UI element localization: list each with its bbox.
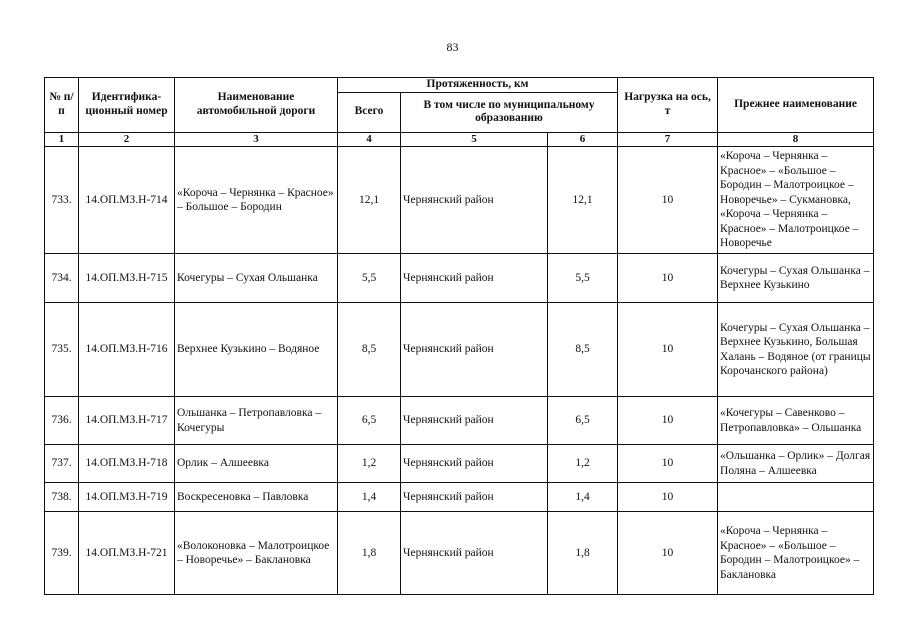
header-name: Наименование автомобильной дороги bbox=[175, 78, 338, 133]
road-id: 14.ОП.МЗ.Н-716 bbox=[79, 303, 175, 397]
row-num: 739. bbox=[45, 512, 79, 595]
column-number: 7 bbox=[618, 132, 718, 147]
row-num: 738. bbox=[45, 483, 79, 512]
column-number: 1 bbox=[45, 132, 79, 147]
table-row bbox=[45, 303, 874, 397]
axle-load: 10 bbox=[618, 512, 718, 595]
district-length: 12,1 bbox=[548, 147, 618, 254]
row-num: 735. bbox=[45, 303, 79, 397]
former-name: «Кочегуры – Савенково – Петропавловка» – Ольшанка bbox=[718, 397, 874, 445]
column-number: 4 bbox=[338, 132, 401, 147]
column-number: 5 bbox=[401, 132, 548, 147]
total-length: 1,4 bbox=[338, 483, 401, 512]
former-name: «Короча – Чернянка – Красное» – «Большое – Бородин – Малотроицкое – Новоречье» – Сукмановка, «Короча – Чернянка – Красное» – Малотроицкое – Новоречье bbox=[718, 147, 874, 254]
road-id: 14.ОП.МЗ.Н-718 bbox=[79, 445, 175, 483]
road-name: «Короча – Чернянка – Красное» – Большое – Бородин bbox=[175, 147, 338, 254]
column-number: 6 bbox=[548, 132, 618, 147]
road-id: 14.ОП.МЗ.Н-717 bbox=[79, 397, 175, 445]
axle-load: 10 bbox=[618, 254, 718, 303]
table-row bbox=[45, 512, 874, 595]
district: Чернянский район bbox=[401, 397, 548, 445]
column-number: 3 bbox=[175, 132, 338, 147]
header-incl: В том числе по муниципальному образованию bbox=[401, 92, 618, 132]
road-name: Верхнее Кузькино – Водяное bbox=[175, 303, 338, 397]
roads-table bbox=[44, 77, 874, 595]
axle-load: 10 bbox=[618, 397, 718, 445]
page-number: 83 bbox=[446, 40, 459, 54]
former-name bbox=[718, 483, 874, 512]
header-length: Протяженность, км bbox=[338, 78, 618, 93]
table-row bbox=[45, 254, 874, 303]
row-num: 736. bbox=[45, 397, 79, 445]
axle-load: 10 bbox=[618, 147, 718, 254]
district-length: 6,5 bbox=[548, 397, 618, 445]
column-numbers-row bbox=[45, 132, 874, 147]
table-row bbox=[45, 397, 874, 445]
axle-load: 10 bbox=[618, 445, 718, 483]
road-id: 14.ОП.МЗ.Н-714 bbox=[79, 147, 175, 254]
axle-load: 10 bbox=[618, 303, 718, 397]
row-num: 733. bbox=[45, 147, 79, 254]
row-num: 734. bbox=[45, 254, 79, 303]
table-row bbox=[45, 483, 874, 512]
district-length: 1,8 bbox=[548, 512, 618, 595]
district-length: 5,5 bbox=[548, 254, 618, 303]
road-name: Воскресеновка – Павловка bbox=[175, 483, 338, 512]
district-length: 1,4 bbox=[548, 483, 618, 512]
road-name: Ольшанка – Петропавловка – Кочегуры bbox=[175, 397, 338, 445]
district: Чернянский район bbox=[401, 254, 548, 303]
total-length: 5,5 bbox=[338, 254, 401, 303]
total-length: 1,2 bbox=[338, 445, 401, 483]
road-name: Кочегуры – Сухая Ольшанка bbox=[175, 254, 338, 303]
total-length: 12,1 bbox=[338, 147, 401, 254]
header-row bbox=[45, 78, 874, 93]
header-former: Прежнее наименование bbox=[718, 78, 874, 133]
header-load: Нагрузка на ось, т bbox=[618, 78, 718, 133]
header-num: № п/п bbox=[45, 78, 79, 133]
road-name: Орлик – Алшеевка bbox=[175, 445, 338, 483]
district-length: 8,5 bbox=[548, 303, 618, 397]
district: Чернянский район bbox=[401, 483, 548, 512]
former-name: «Ольшанка – Орлик» – Долгая Поляна – Алшеевка bbox=[718, 445, 874, 483]
district: Чернянский район bbox=[401, 147, 548, 254]
road-id: 14.ОП.МЗ.Н-715 bbox=[79, 254, 175, 303]
table-row bbox=[45, 445, 874, 483]
total-length: 8,5 bbox=[338, 303, 401, 397]
district-length: 1,2 bbox=[548, 445, 618, 483]
district: Чернянский район bbox=[401, 512, 548, 595]
row-num: 737. bbox=[45, 445, 79, 483]
road-id: 14.ОП.МЗ.Н-721 bbox=[79, 512, 175, 595]
header-id: Идентифика-ционный номер bbox=[79, 78, 175, 133]
axle-load: 10 bbox=[618, 483, 718, 512]
former-name: «Короча – Чернянка – Красное» – «Большое – Бородин – Малотроицкое» – Баклановка bbox=[718, 512, 874, 595]
total-length: 1,8 bbox=[338, 512, 401, 595]
road-id: 14.ОП.МЗ.Н-719 bbox=[79, 483, 175, 512]
road-name: «Волоконовка – Малотроицкое – Новоречье» – Баклановка bbox=[175, 512, 338, 595]
district: Чернянский район bbox=[401, 303, 548, 397]
table-row bbox=[45, 147, 874, 254]
header-total: Всего bbox=[338, 92, 401, 132]
column-number: 8 bbox=[718, 132, 874, 147]
column-number: 2 bbox=[79, 132, 175, 147]
former-name: Кочегуры – Сухая Ольшанка – Верхнее Кузькино, Большая Халань – Водяное (от границы Корочанского района) bbox=[718, 303, 874, 397]
total-length: 6,5 bbox=[338, 397, 401, 445]
district: Чернянский район bbox=[401, 445, 548, 483]
former-name: Кочегуры – Сухая Ольшанка – Верхнее Кузькино bbox=[718, 254, 874, 303]
